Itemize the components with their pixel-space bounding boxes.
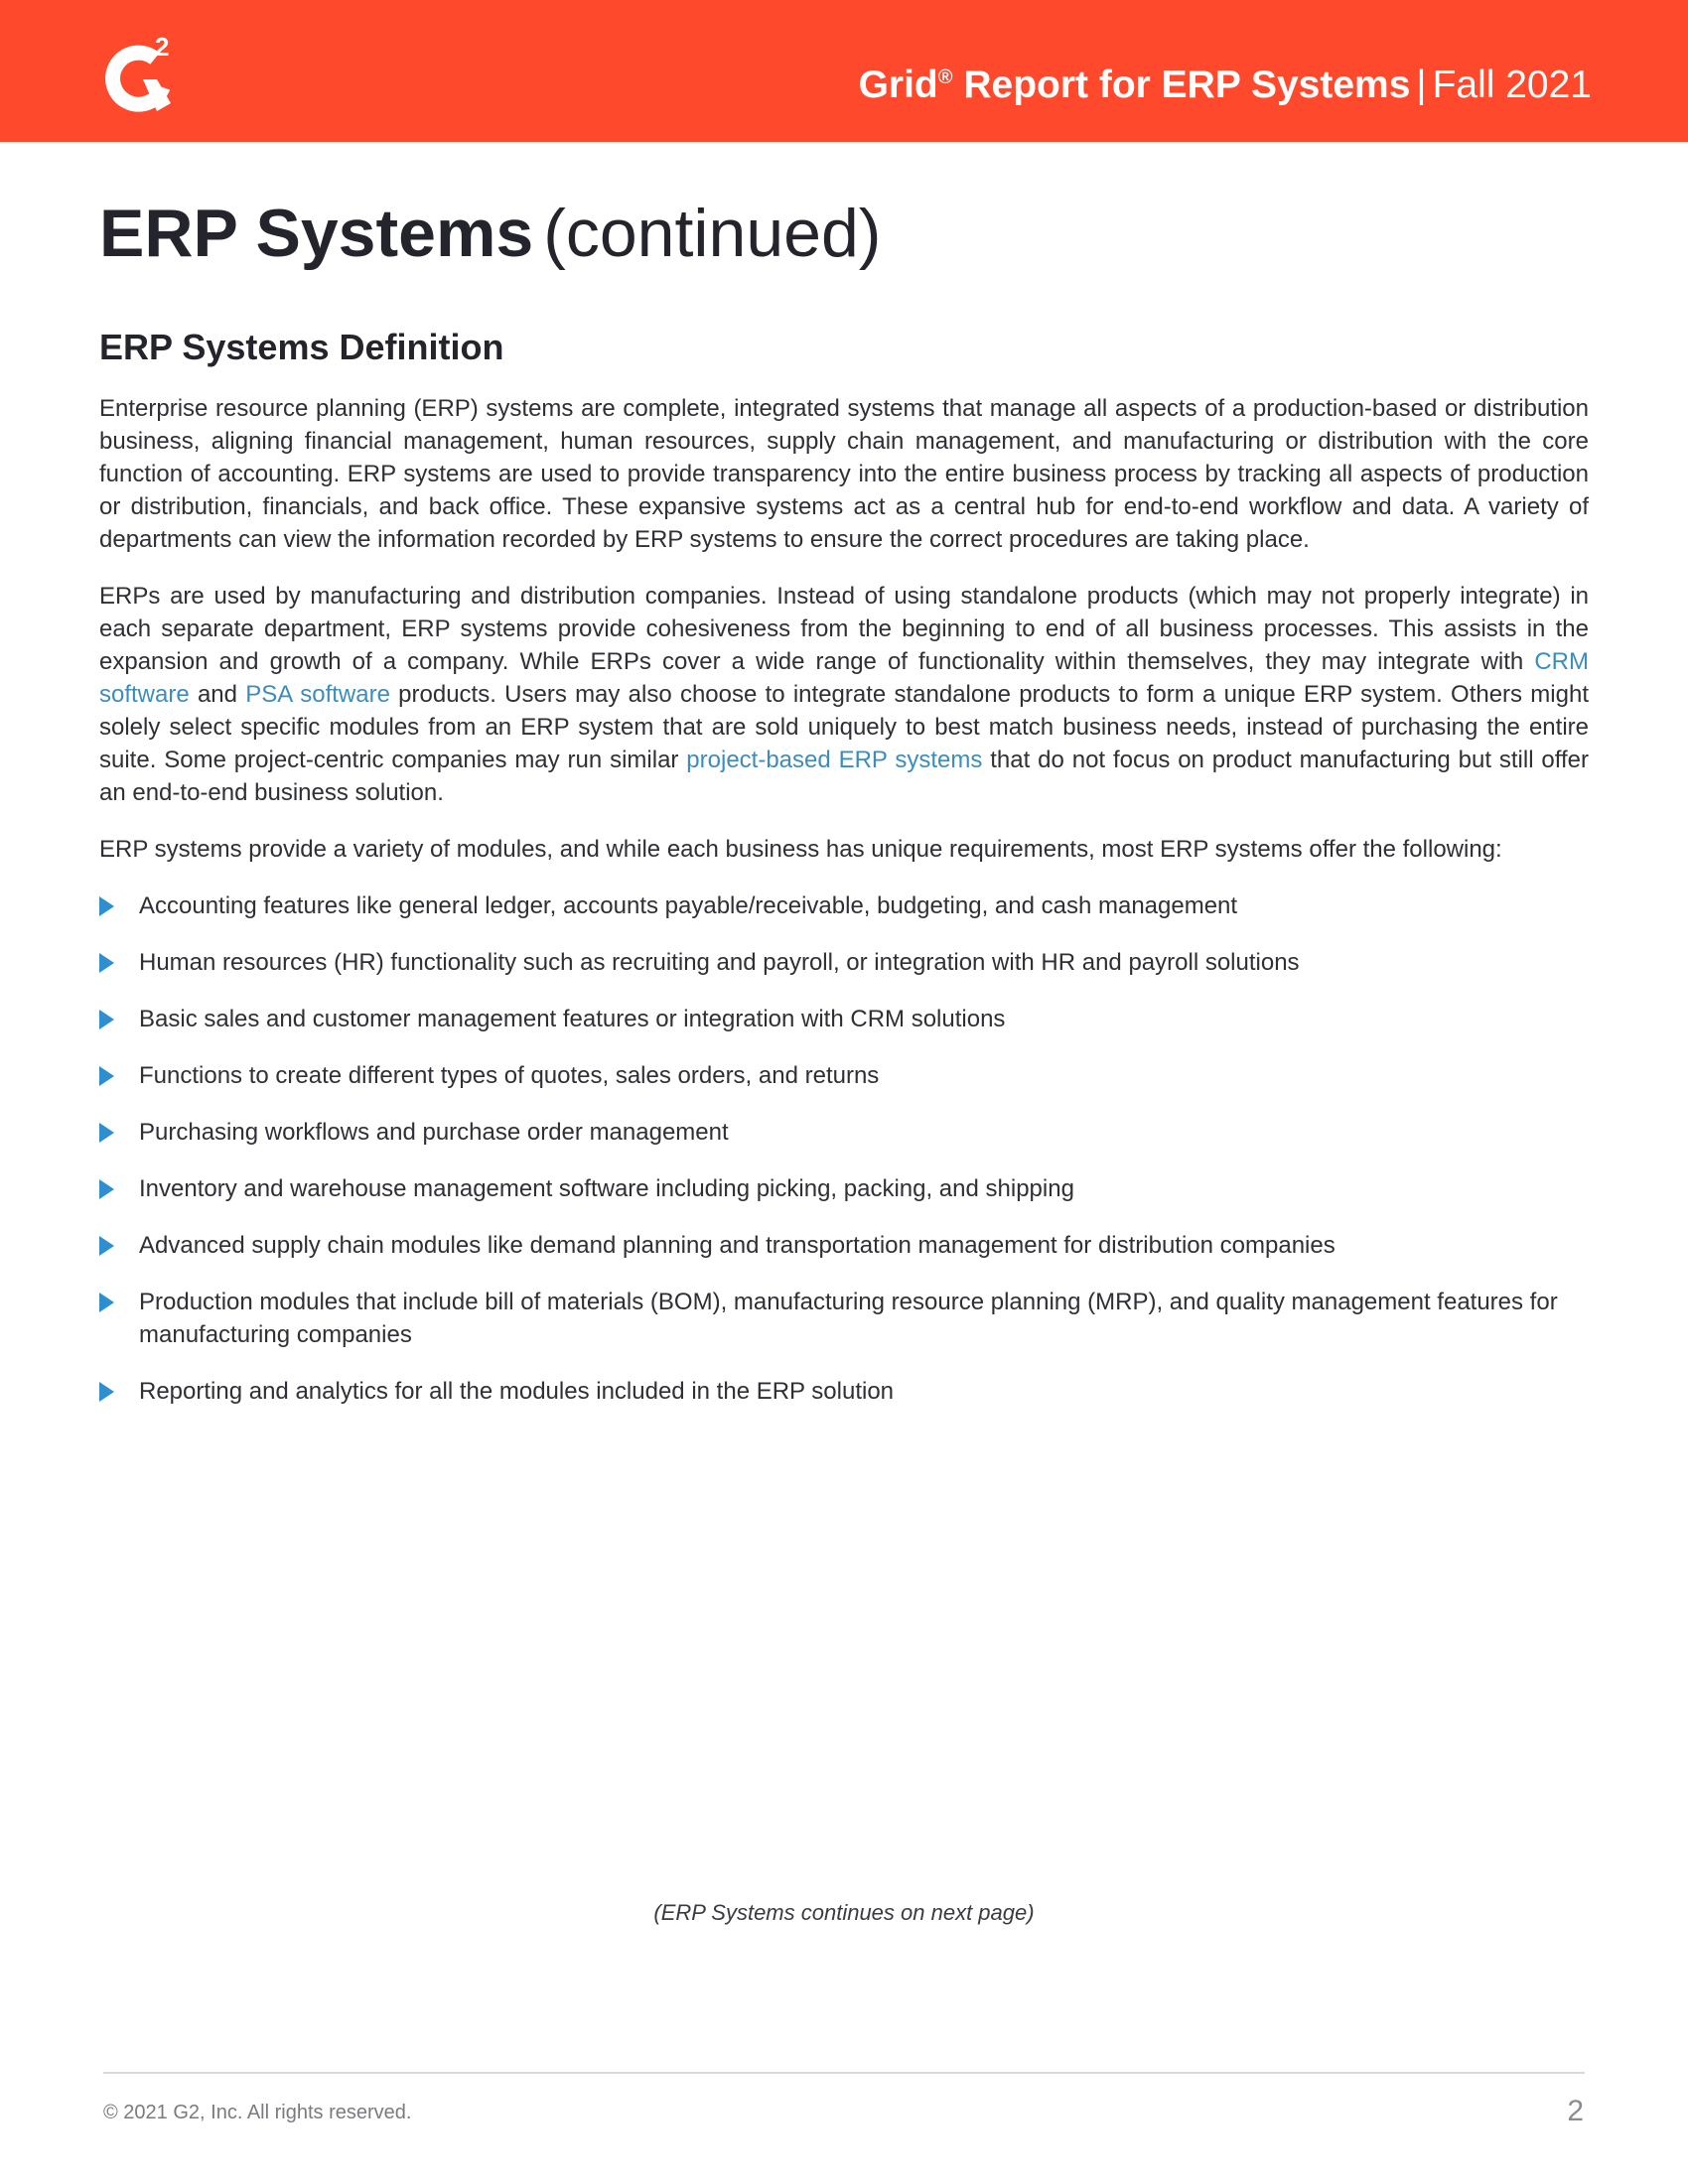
list-item xyxy=(99,1003,1589,1035)
paragraph-usage-text-1: ERPs are used by manufacturing and distribution companies. Instead of using standalone products (which may not properly integrate) in each separate department, ERP systems provide cohesiveness from the beginning to end of all business processes. This assists in the expansion and growth of a company. While ERPs cover a wide range of functionality within themselves, they may integrate with xyxy=(99,583,1589,675)
continues-note: (ERP Systems continues on next page) xyxy=(653,1900,1035,1925)
list-item-text: Advanced supply chain modules like demand planning and transportation management for distribution companies xyxy=(139,1232,1336,1259)
paragraph-usage xyxy=(99,580,1589,809)
copyright-notice: © 2021 G2, Inc. All rights reserved. xyxy=(103,2102,412,2123)
list-item xyxy=(99,1229,1589,1262)
paragraph-overview: Enterprise resource planning (ERP) systems are complete, integrated systems that manage all aspects of a production-based or distribution business, aligning financial management, human resources, supply chain management, and manufacturing or distribution with the core function of accounting. ERP systems are used to provide transparency into the entire business process by tracking all aspects of production or distribution, financials, and back office. These expansive systems act as a central hub for end-to-end workflow and data. A variety of departments can view the information recorded by ERP systems to ensure the correct procedures are taking place. xyxy=(99,395,1589,553)
crm-software-link[interactable]: CRM software xyxy=(99,648,1589,708)
list-item-text: Inventory and warehouse management software including picking, packing, and shipping xyxy=(139,1175,1074,1202)
list-item xyxy=(99,1286,1589,1351)
triangle-right-icon xyxy=(99,1066,114,1086)
list-item xyxy=(99,946,1589,979)
triangle-right-icon xyxy=(99,1010,114,1029)
list-item-text: Reporting and analytics for all the modules included in the ERP solution xyxy=(139,1378,895,1405)
psa-software-link[interactable]: PSA software xyxy=(245,681,390,708)
report-title-name: Report for ERP Systems xyxy=(952,64,1411,106)
triangle-right-icon xyxy=(99,1179,114,1199)
list-item xyxy=(99,1375,1589,1408)
triangle-right-icon xyxy=(99,896,114,916)
list-item-text: Accounting features like general ledger, accounts payable/receivable, budgeting, and cash management xyxy=(139,892,1238,919)
report-title-grid: Grid xyxy=(858,64,938,106)
list-item-text: Human resources (HR) functionality such as recruiting and payroll, or integration with HR and payroll solutions xyxy=(139,949,1300,976)
list-item xyxy=(99,889,1589,922)
footer-divider xyxy=(103,2072,1585,2074)
page-title xyxy=(99,194,881,273)
list-item-text: Basic sales and customer management features or integration with CRM solutions xyxy=(139,1006,1006,1032)
paragraph-modules-intro: ERP systems provide a variety of modules, and while each business has unique requirements, most ERP systems offer the following: xyxy=(99,836,1502,863)
triangle-right-icon xyxy=(99,1123,114,1143)
paragraph-usage-text-2: and xyxy=(189,681,246,708)
report-header xyxy=(0,0,1688,142)
page-title-continued: (continued) xyxy=(543,196,882,271)
triangle-right-icon xyxy=(99,953,114,973)
definition-content xyxy=(99,392,1589,1432)
page-number: 2 xyxy=(1567,2095,1584,2127)
g2-logo-icon xyxy=(97,30,187,119)
list-item-text: Production modules that include bill of materials (BOM), manufacturing resource planning (MRP), and quality management features for manufacturing companies xyxy=(139,1289,1558,1348)
project-based-erp-link[interactable]: project-based ERP systems xyxy=(686,747,983,773)
title-separator: | xyxy=(1416,64,1427,106)
triangle-right-icon xyxy=(99,1236,114,1256)
list-item xyxy=(99,1116,1589,1149)
page-title-main: ERP Systems xyxy=(99,196,534,271)
feature-list xyxy=(99,889,1589,1408)
paragraph-usage-text-3: products. Users may also choose to integrate standalone products to form a unique ERP system. Others might solely select specific modules from an ERP system that are sold uniquely to best match business needs, instead of purchasing the entire suite. Some project-centric companies may run similar xyxy=(99,681,1589,773)
list-item xyxy=(99,1059,1589,1092)
triangle-right-icon xyxy=(99,1382,114,1402)
registered-mark: ® xyxy=(937,67,953,88)
paragraph-usage-text-4: that do not focus on product manufacturing but still offer an end-to-end business solution. xyxy=(99,747,1589,806)
list-item-text: Functions to create different types of quotes, sales orders, and returns xyxy=(139,1062,880,1089)
list-item-text: Purchasing workflows and purchase order management xyxy=(139,1119,729,1146)
triangle-right-icon xyxy=(99,1293,114,1312)
report-season: Fall 2021 xyxy=(1432,64,1592,106)
list-item xyxy=(99,1172,1589,1205)
svg-text:2: 2 xyxy=(155,32,170,62)
report-title xyxy=(859,54,1592,109)
section-heading: ERP Systems Definition xyxy=(99,327,504,367)
